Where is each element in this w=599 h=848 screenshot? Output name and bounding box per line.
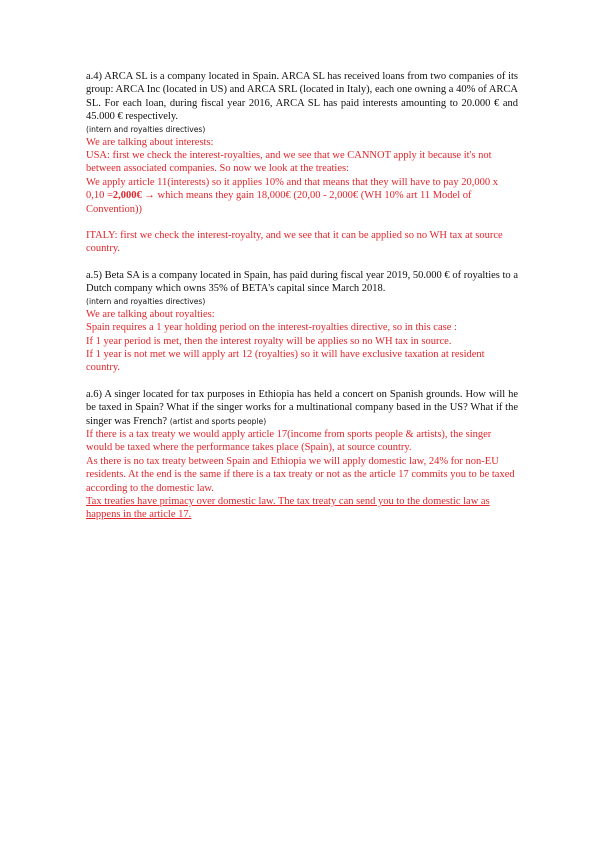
- note-a5: (intern and royalties directives): [86, 296, 206, 306]
- answer-a4-usa-apply: [86, 176, 518, 216]
- answer-a5-line2: If 1 year period is met, then the interest royalty will be applies so no WH tax in source.: [86, 335, 452, 347]
- answer-a5-line1: Spain requires a 1 year holding period on the interest-royalties directive, so in this case :: [86, 322, 457, 334]
- note-a6: (artist and sports people): [169, 416, 267, 426]
- answer-a5-line3: If 1 year is not met we will apply art 12 (royalties) so it will have exclusive taxation at resident country.: [86, 348, 485, 374]
- answer-a4-italy: ITALY: first we check the interest-royalty, and we see that it can be applied so no WH tax at source country.: [86, 230, 503, 255]
- document-content: [86, 70, 518, 522]
- question-a6: [86, 388, 518, 428]
- answer-a4-usa-apply-post: → which means they gain 18,000€ (20,00 - 2,000€ (WH 10% art 11 Model of Convention)): [86, 190, 472, 215]
- answer-a6-line3: Tax treaties have primacy over domestic law. The tax treaty can send you to the domestic law as happens in the article 17.: [86, 495, 490, 521]
- answer-a6-line2: As there is no tax treaty between Spain and Ethiopia we will apply domestic law, 24% for non-EU residents. At the end is the same if there is a tax treaty or not as the article 17 commits you to be taxed according to the domestic law.: [86, 455, 515, 494]
- question-a5: a.5) Beta SA is a company located in Spain, has paid during fiscal year 2019, 50.000 € of royalties to a Dutch company which owns 35% of BETA's capital since March 2018.: [86, 269, 518, 295]
- answer-a5-intro: We are talking about royalties:: [86, 308, 215, 320]
- question-a4: a.4) ARCA SL is a company located in Spain. ARCA SL has received loans from two companies of its group: ARCA Inc (located in US) and ARCA SRL (located in Italy), each one owning a 40% of ARCA SL. For each loan, during fiscal year 2016, ARCA SL has paid interests amounting to 20.000 € and 45.000 € respectively.: [86, 71, 518, 123]
- question-a6-text: a.6) A singer located for tax purposes in Ethiopia has held a concert on Spanish grounds. How will he be taxed in Spain? What if the singer works for a multinational company based in the US? What if the singer was French?: [86, 388, 518, 427]
- answer-a4-intro: We are talking about interests:: [86, 136, 214, 148]
- answer-a4-usa-apply-amount: 2,000€: [112, 190, 142, 202]
- answer-a6-line1: If there is a tax treaty we would apply article 17(income from sports people & artists), the singer would be taxed where the performance takes place (Spain), at source country.: [86, 428, 492, 454]
- answer-a4-usa-apply-pre: We apply article 11(interests) so it applies 10% and that means that they will have to pay 20,000 x 0,10 =: [86, 176, 498, 202]
- note-a4: (intern and royalties directives): [86, 124, 206, 134]
- answer-a4-usa: USA: first we check the interest-royalties, and we see that we CANNOT apply it because it's not between associated companies. So now we look at the treaties:: [86, 150, 492, 175]
